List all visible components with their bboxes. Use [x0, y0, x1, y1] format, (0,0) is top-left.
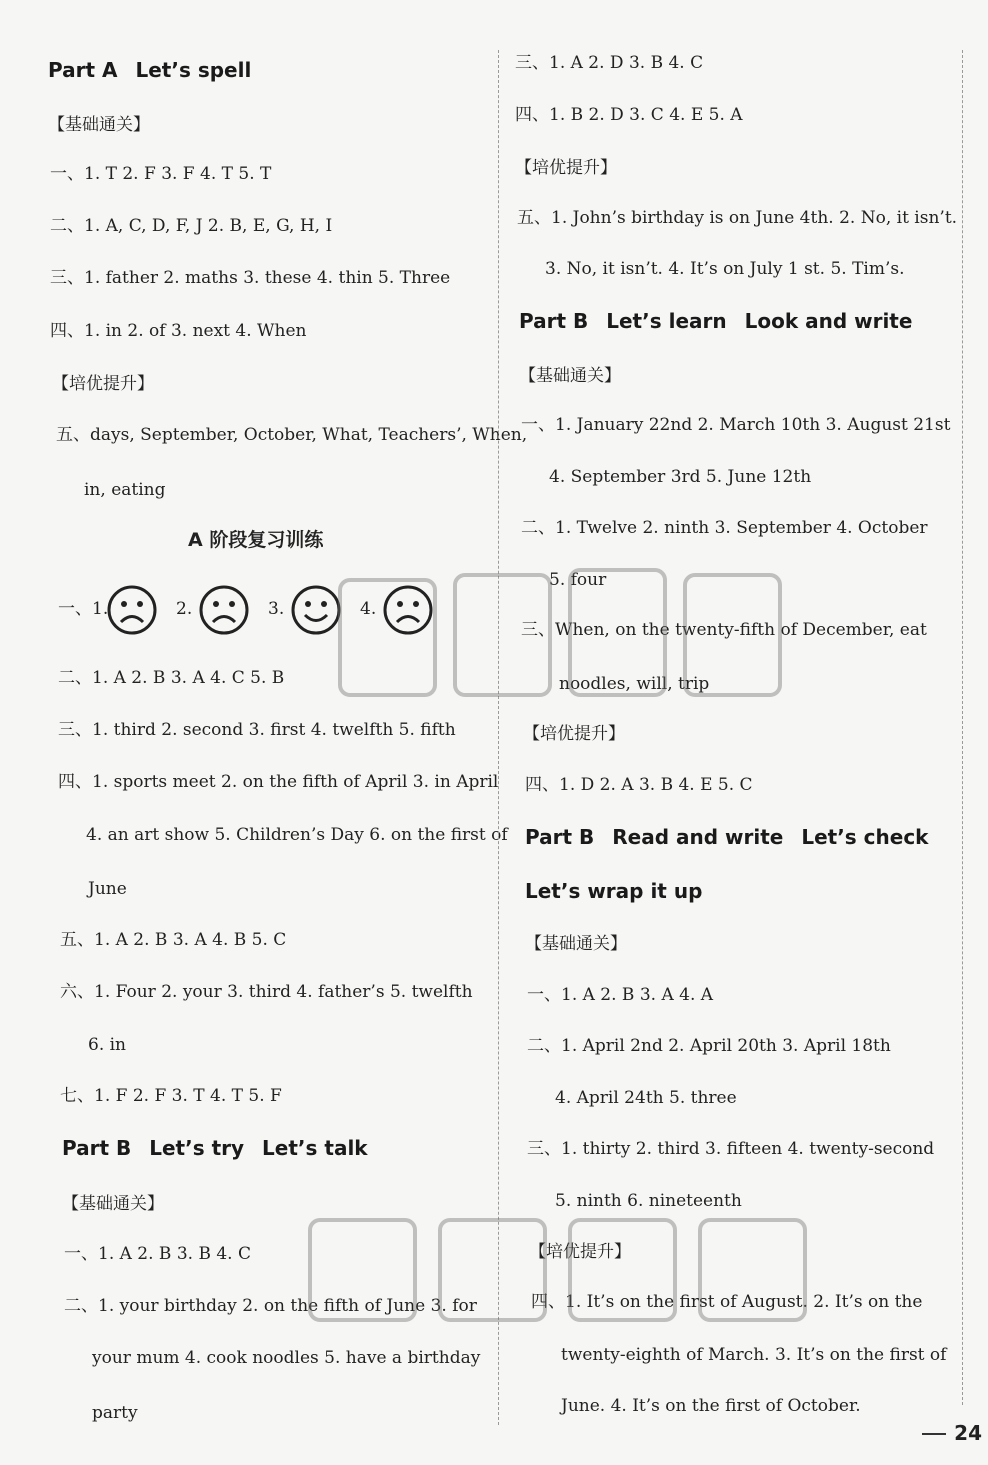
page-edge-divider: [962, 50, 963, 1405]
basic-tag: 【基础通关】: [519, 366, 621, 386]
answer-line: 五、1. John’s birthday is on June 4th. 2. No, it isn’t.: [517, 208, 958, 228]
section-label: Let’s try: [149, 1136, 245, 1160]
answer-line: 5. four: [549, 570, 607, 590]
answer-line: 五、1. A 2. B 3. A 4. B 5. C: [60, 930, 287, 950]
answer-line: in, eating: [84, 480, 166, 500]
part-label: Part B: [519, 309, 589, 333]
answer-line: 4. an art show 5. Children’s Day 6. on the first of: [86, 825, 508, 845]
section-label: Look and write: [744, 309, 913, 333]
sad-face-icon: [106, 584, 158, 636]
answer-line: 5. ninth 6. nineteenth: [555, 1191, 742, 1211]
section-label: Let’s talk: [262, 1136, 368, 1160]
answer-line: 三、1. thirty 2. third 3. fifteen 4. twenty-second: [527, 1139, 935, 1159]
answer-line: June. 4. It’s on the first of October.: [561, 1396, 861, 1416]
answer-line: 二、1. A 2. B 3. A 4. C 5. B: [58, 668, 285, 688]
answer-line: 三、1. third 2. second 3. first 4. twelfth 5. fifth: [58, 720, 456, 740]
answer-line: 三、1. A 2. D 3. B 4. C: [515, 53, 704, 73]
answer-line: 二、1. A, C, D, F, J 2. B, E, G, H, I: [50, 216, 333, 236]
part-b-learn-heading: [519, 309, 912, 333]
part-label: Part A: [48, 58, 118, 82]
answer-line: 三、When, on the twenty-fifth of December, eat: [521, 620, 927, 640]
answer-line: 6. in: [88, 1035, 127, 1055]
faces-prefix: 一、1.: [58, 599, 109, 619]
section-label: Let’s check: [801, 825, 929, 849]
answer-line: 一、1. A 2. B 3. A 4. A: [527, 985, 714, 1005]
section-label: Let’s learn: [606, 309, 727, 333]
page-number: 24: [954, 1421, 982, 1445]
answer-line: 一、1. A 2. B 3. B 4. C: [64, 1244, 251, 1264]
answer-line: June: [88, 879, 127, 899]
watermark-graphic: [330, 560, 790, 710]
basic-tag: 【基础通关】: [525, 934, 627, 954]
advanced-tag: 【培优提升】: [52, 374, 154, 394]
basic-tag: 【基础通关】: [48, 115, 150, 135]
part-a-spell-heading: [48, 58, 251, 82]
answer-line: 六、1. Four 2. your 3. third 4. father’s 5. twelfth: [60, 982, 473, 1002]
answer-line: twenty-eighth of March. 3. It’s on the first of: [561, 1345, 947, 1365]
page-number-dash: [922, 1433, 946, 1435]
section-label: Read and write: [612, 825, 784, 849]
answer-line: 4. September 3rd 5. June 12th: [549, 467, 812, 487]
answer-line: 七、1. F 2. F 3. T 4. T 5. F: [60, 1086, 282, 1106]
basic-tag: 【基础通关】: [62, 1194, 164, 1214]
answer-line: 二、1. April 2nd 2. April 20th 3. April 18th: [527, 1036, 891, 1056]
advanced-tag: 【培优提升】: [515, 158, 617, 178]
answer-line: party: [92, 1403, 138, 1423]
answer-line: 五、days, September, October, What, Teachers’, When,: [56, 425, 528, 445]
answer-line: 一、1. T 2. F 3. F 4. T 5. T: [50, 164, 272, 184]
answer-line: 二、1. Twelve 2. ninth 3. September 4. October: [521, 518, 928, 538]
answer-line: 四、1. It’s on the first of August. 2. It’s on the: [531, 1292, 923, 1312]
answer-line: noodles, will, trip: [559, 674, 710, 694]
part-label: Part B: [525, 825, 595, 849]
advanced-tag: 【培优提升】: [529, 1242, 631, 1262]
answer-line: 四、1. in 2. of 3. next 4. When: [50, 321, 307, 341]
part-b-read-heading: [525, 825, 928, 849]
wrap-heading: Let’s wrap it up: [525, 879, 703, 903]
face-label: 2.: [176, 599, 193, 619]
face-label: 3.: [268, 599, 285, 619]
part-b-try-heading: [62, 1136, 368, 1160]
answer-line: 四、1. B 2. D 3. C 4. E 5. A: [515, 105, 743, 125]
answer-line: 四、1. sports meet 2. on the fifth of April 3. in April: [58, 772, 499, 792]
watermark-graphic: [300, 1210, 840, 1330]
advanced-tag: 【培优提升】: [523, 724, 625, 744]
review-title: A 阶段复习训练: [188, 529, 324, 551]
answer-line: 二、1. your birthday 2. on the fifth of June 3. for: [64, 1296, 477, 1316]
answer-line: 四、1. D 2. A 3. B 4. E 5. C: [525, 775, 753, 795]
answer-line: your mum 4. cook noodles 5. have a birthday: [92, 1348, 481, 1368]
part-label: Part B: [62, 1136, 132, 1160]
answer-line: 三、1. father 2. maths 3. these 4. thin 5. Three: [50, 268, 451, 288]
section-label: Let’s spell: [135, 58, 252, 82]
answer-line: 一、1. January 22nd 2. March 10th 3. August 21st: [521, 415, 951, 435]
answer-line: 3. No, it isn’t. 4. It’s on July 1 st. 5. Tim’s.: [545, 259, 905, 279]
answer-line: 4. April 24th 5. three: [555, 1088, 737, 1108]
sad-face-icon: [198, 584, 250, 636]
face-label: 4.: [360, 599, 377, 619]
